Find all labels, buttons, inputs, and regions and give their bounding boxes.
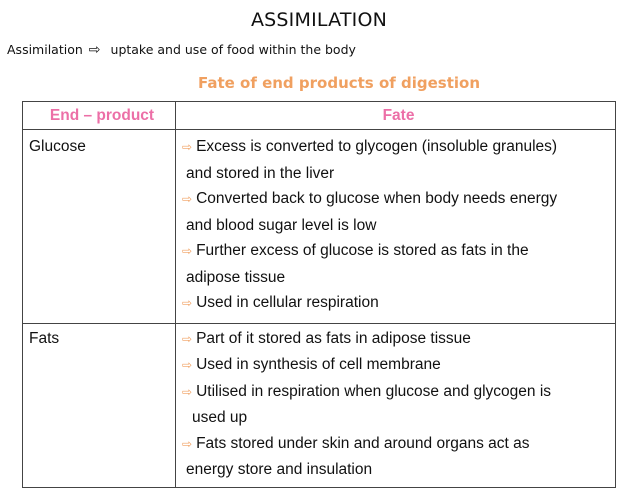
- product-cell: Fats: [23, 323, 176, 487]
- fate-text: Excess is converted to glycogen (insoluble granules): [196, 138, 558, 155]
- definition-term: Assimilation: [7, 42, 83, 57]
- fate-text: Further excess of glucose is stored as fats in the: [196, 242, 529, 259]
- definition-line: [7, 42, 356, 58]
- fate-table: [22, 101, 616, 488]
- right-arrow-icon: ⇨: [182, 384, 193, 399]
- fate-text: Utilised in respiration when glucose and glycogen is: [196, 382, 552, 400]
- right-arrow-icon: ⇨: [182, 296, 193, 310]
- table-subtitle: Fate of end products of digestion: [197, 74, 481, 92]
- fate-text: Used in cellular respiration: [196, 294, 379, 311]
- fate-text-continued: adipose tissue: [186, 268, 286, 286]
- fate-cell: [176, 323, 616, 487]
- header-fate: Fate: [176, 102, 616, 130]
- right-arrow-icon: ⇨: [182, 244, 193, 258]
- fate-text: Used in synthesis of cell membrane: [196, 356, 441, 373]
- header-end-product: End – product: [23, 102, 176, 130]
- right-arrow-icon: ⇨: [182, 140, 193, 154]
- fate-item: [182, 238, 615, 290]
- right-arrow-icon: ⇨: [182, 436, 193, 451]
- fate-text: Converted back to glucose when body needs energy: [196, 190, 558, 207]
- table-row: [23, 323, 616, 487]
- fate-cell: [176, 130, 616, 324]
- fate-item: [182, 186, 615, 238]
- fate-text-continued: used up: [192, 409, 248, 426]
- fate-text: Part of it stored as fats in adipose tissue: [196, 329, 471, 347]
- fate-item: [182, 134, 615, 186]
- table-row: [23, 130, 616, 324]
- fate-item: [182, 431, 615, 483]
- table-header-row: [23, 102, 616, 130]
- fate-item: [182, 352, 615, 379]
- right-arrow-icon: ⇨: [88, 42, 101, 58]
- fate-text-continued: energy store and insulation: [186, 461, 373, 478]
- fate-text-continued: and stored in the liver: [186, 164, 335, 182]
- fate-text-continued: and blood sugar level is low: [186, 216, 377, 234]
- fate-text: Fats stored under skin and around organs act as: [196, 434, 530, 452]
- fate-item: [182, 379, 615, 431]
- product-cell: Glucose: [23, 130, 176, 324]
- fate-item: [182, 326, 615, 353]
- fate-item: [182, 290, 615, 317]
- right-arrow-icon: ⇨: [182, 192, 193, 206]
- right-arrow-icon: ⇨: [182, 358, 193, 372]
- slide-title: ASSIMILATION: [250, 9, 388, 31]
- definition-text: uptake and use of food within the body: [110, 42, 356, 57]
- right-arrow-icon: ⇨: [182, 331, 193, 346]
